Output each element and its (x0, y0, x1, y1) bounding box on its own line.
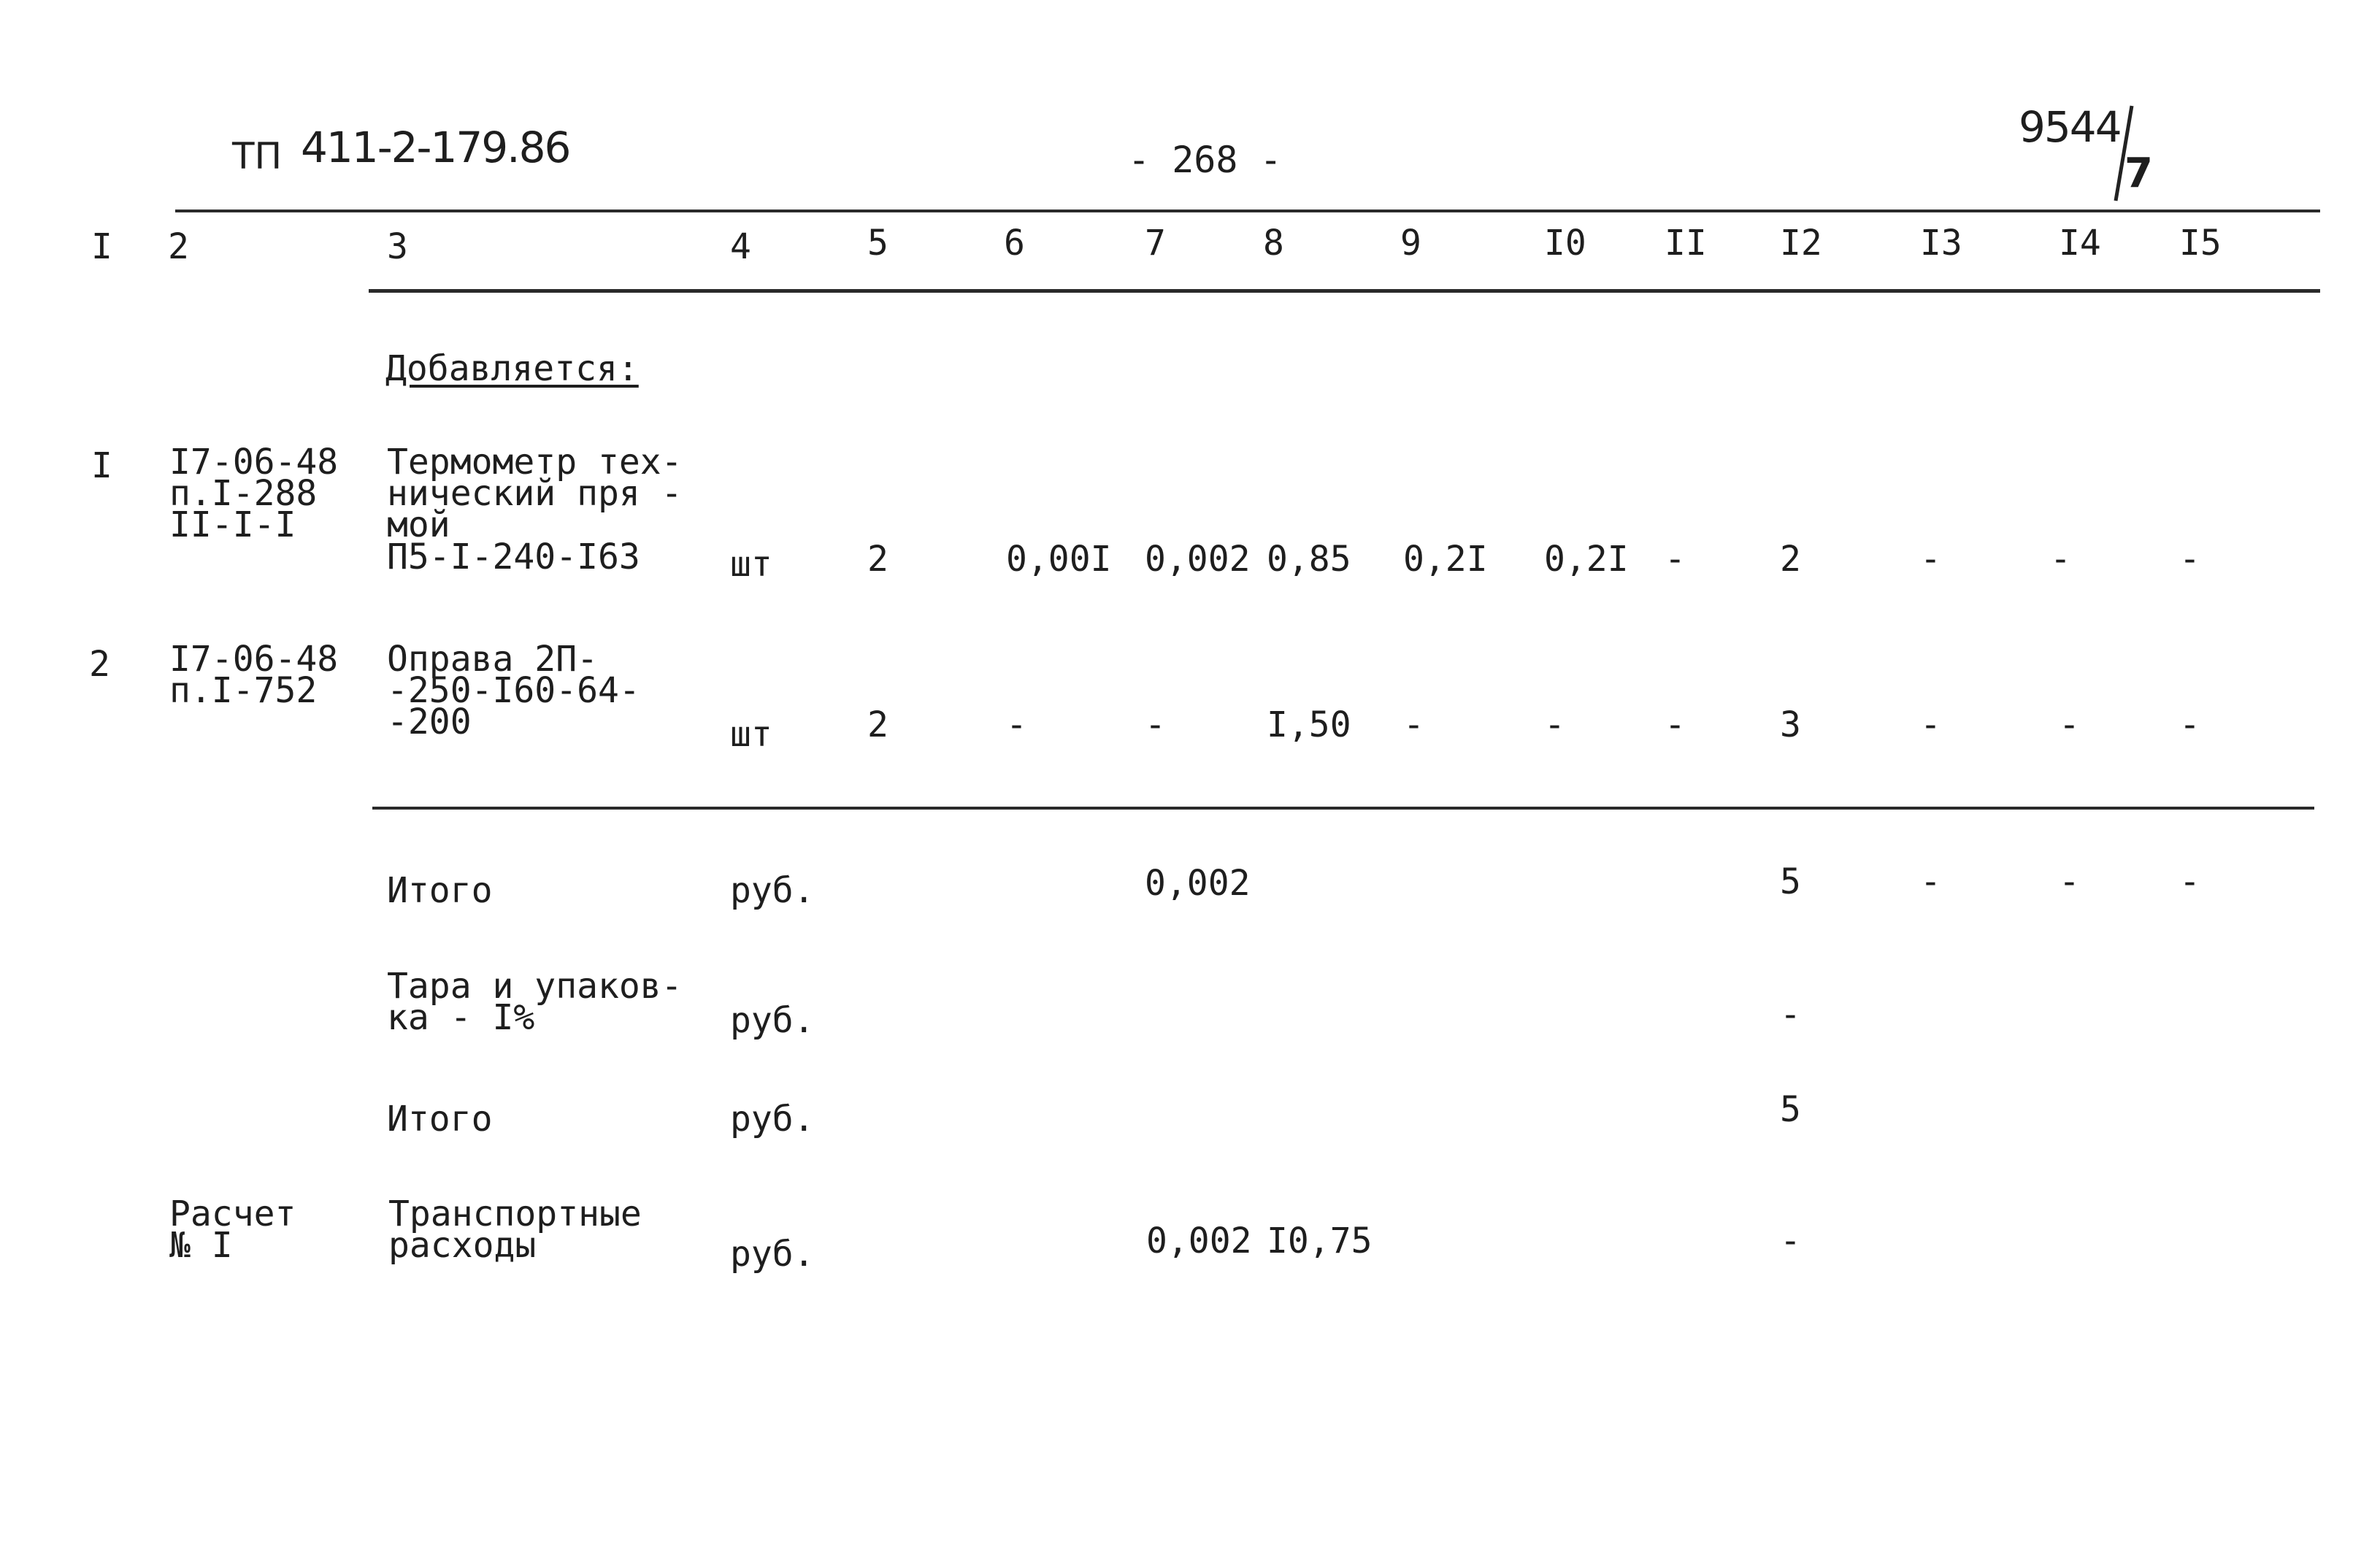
item-code: I7-06-48 п.I-752 (169, 639, 339, 712)
cell-c11: - (1665, 539, 1686, 580)
packaging-label: Тара и упаков- ка - I% (387, 966, 683, 1039)
unit: руб. (730, 1099, 815, 1140)
transport-label: Транспортные расходы (388, 1194, 642, 1267)
cell-c7: 0,002 (1145, 539, 1251, 580)
cell-c15: - (2179, 861, 2200, 902)
sheet-suffix: 7 (2124, 150, 2151, 197)
item-name: Термометр тех- нический пря - мой П5-I-240-I63 (387, 442, 683, 577)
col-num-5: 5 (867, 223, 888, 264)
item-code: I7-06-48 п.I-288 II-I-I (169, 442, 339, 546)
col-num-11: II (1665, 223, 1707, 264)
col-num-9: 9 (1400, 223, 1421, 264)
col-num-12: I2 (1780, 223, 1822, 264)
cell-c14: - (2059, 704, 2080, 745)
total-label: Итого (387, 870, 493, 911)
doc-code-prefix: ТП (232, 135, 283, 177)
cell-c14: - (2050, 539, 2071, 580)
unit: руб. (730, 1000, 815, 1041)
cell-c12: 5 (1780, 1089, 1801, 1130)
cell-c13: - (1920, 861, 1941, 902)
col-num-8: 8 (1263, 223, 1284, 264)
cell-c13: - (1920, 704, 1941, 745)
cell-c6: 0,00I (1006, 539, 1112, 580)
cell-c8: 0,85 (1267, 539, 1351, 580)
col-num-14: I4 (2059, 223, 2101, 264)
col-num-3: 3 (387, 226, 408, 267)
cell-c5: 2 (867, 704, 888, 745)
cell-c12: - (1780, 994, 1801, 1035)
total-label: Итого (387, 1099, 493, 1140)
col-num-6: 6 (1004, 223, 1025, 264)
cell-c12: - (1780, 1221, 1801, 1261)
cell-c12: 5 (1780, 861, 1801, 902)
cell-c9: 0,2I (1403, 539, 1488, 580)
cell-c9: - (1403, 704, 1424, 745)
item-name: Оправа 2П- -250-I60-64- -200 (387, 639, 640, 743)
unit: руб. (730, 870, 815, 911)
unit: шт (730, 544, 772, 585)
column-numbers-rule (369, 289, 2320, 293)
cell-c15: - (2179, 704, 2200, 745)
col-num-15: I5 (2179, 223, 2222, 264)
cell-c10: 0,2I (1544, 539, 1629, 580)
cell-c8: I,50 (1267, 704, 1351, 745)
cell-c12: 2 (1780, 539, 1801, 580)
cell-c10: - (1544, 704, 1565, 745)
cell-c15: - (2179, 539, 2200, 580)
row-number: I (91, 445, 112, 486)
section-title: Добавляется: (385, 348, 639, 389)
col-num-13: I3 (1920, 223, 1962, 264)
cell-c5: 2 (867, 539, 888, 580)
cell-c7: - (1145, 704, 1166, 745)
page-number: - 268 - (1128, 139, 1282, 181)
col-num-7: 7 (1145, 223, 1166, 264)
col-num-1: I (91, 226, 112, 267)
row-number: 2 (89, 644, 110, 685)
cell-c13: - (1920, 539, 1941, 580)
cell-c6: - (1006, 704, 1027, 745)
sheet-number: 9544 (2019, 102, 2121, 152)
unit: шт (730, 714, 772, 755)
cell-c7: 0,002 (1145, 863, 1251, 904)
cell-c8: I0,75 (1267, 1221, 1373, 1261)
col-num-2: 2 (168, 226, 189, 267)
cell-c14: - (2059, 861, 2080, 902)
col-num-4: 4 (730, 226, 751, 267)
item-code: Расчет № I (169, 1194, 296, 1267)
col-num-10: I0 (1544, 223, 1586, 264)
cell-c7: 0,002 (1146, 1221, 1252, 1261)
cell-c11: - (1665, 704, 1686, 745)
items-bottom-rule (372, 807, 2314, 810)
unit: руб. (730, 1234, 815, 1275)
header-top-rule (175, 210, 2320, 212)
cell-c12: 3 (1780, 704, 1801, 745)
doc-code-handwritten: 411-2-179.86 (301, 123, 570, 172)
